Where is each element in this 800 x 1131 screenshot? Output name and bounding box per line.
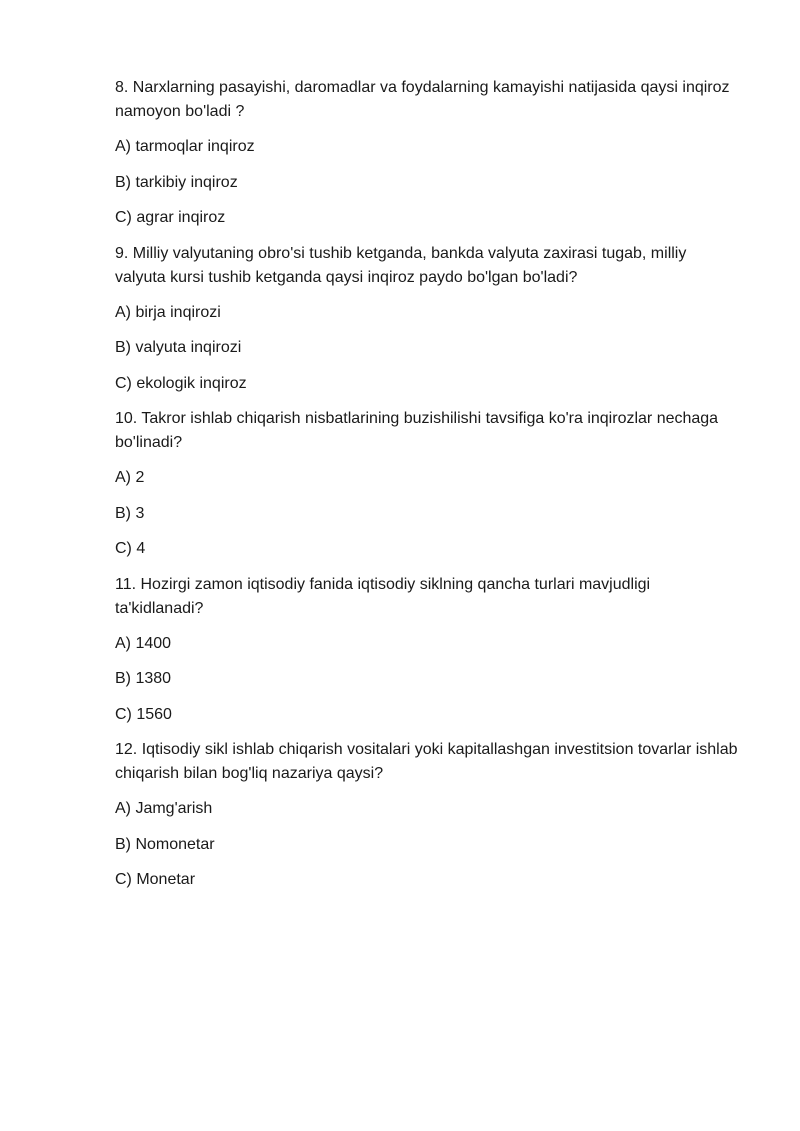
answer-option-a: A) birja inqirozi xyxy=(115,303,221,321)
question-text: 8. Narxlarning pasayishi, daromadlar va foydalarning kamayishi natijasida qaysi inqiroz namoyon bo'ladi ? xyxy=(115,79,730,120)
answer-option-b: B) valyuta inqirozi xyxy=(115,339,242,356)
answer-option-b: B) 1380 xyxy=(115,670,172,687)
question-text: 12. Iqtisodiy sikl ishlab chiqarish vositalari yoki kapitallashgan investitsion tovarlar ishlab chiqarish bilan bog'liq nazariya qaysi? xyxy=(115,741,738,782)
answer-option-c: C) 4 xyxy=(115,540,146,557)
question-text: 10. Takror ishlab chiqarish nisbatlarining buzishilishi tavsifiga ko'ra inqirozlar nechaga bo'linadi? xyxy=(115,410,719,451)
answer-option-a: A) Jamg'arish xyxy=(115,800,213,817)
answer-option-b: B) 3 xyxy=(115,504,145,522)
document-page xyxy=(115,76,745,892)
question-11 xyxy=(115,573,745,727)
question-10 xyxy=(115,407,745,561)
answer-option-c: C) 1560 xyxy=(115,705,172,723)
question-text: 9. Milliy valyutaning obro'si tushib ketganda, bankda valyuta zaxirasi tugab, milliy valyuta kursi tushib ketganda qaysi inqiroz paydo bo'lgan bo'ladi? xyxy=(115,244,687,286)
answer-option-a: A) 2 xyxy=(115,469,145,486)
answer-option-c: C) Monetar xyxy=(115,871,196,888)
answer-option-a: A) tarmoqlar inqiroz xyxy=(115,138,255,155)
question-text: 11. Hozirgi zamon iqtisodiy fanida iqtisodiy siklning qancha turlari mavjudligi ta'kidlanadi? xyxy=(115,575,651,617)
question-8 xyxy=(115,76,745,230)
question-9 xyxy=(115,242,745,396)
question-12 xyxy=(115,738,745,892)
answer-option-b: B) Nomonetar xyxy=(115,835,215,853)
answer-option-b: B) tarkibiy inqiroz xyxy=(115,173,238,191)
answer-option-c: C) ekologik inqiroz xyxy=(115,374,247,392)
answer-option-a: A) 1400 xyxy=(115,634,172,652)
answer-option-c: C) agrar inqiroz xyxy=(115,209,226,226)
